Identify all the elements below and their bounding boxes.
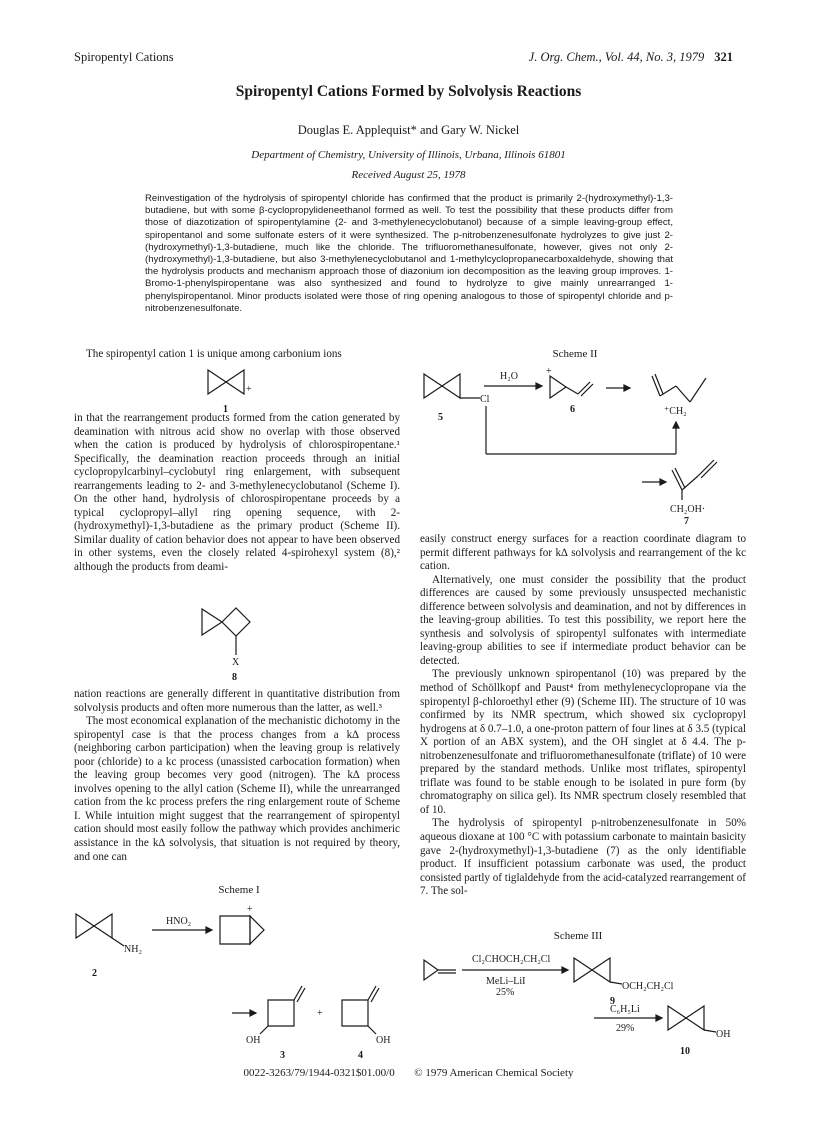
- cyclopropyl-6: [550, 376, 566, 398]
- arrowhead: [206, 927, 212, 933]
- ether-ring-left: [574, 958, 592, 982]
- cyclobutyl-cation-ring: [220, 916, 250, 944]
- paragraph: The spiropentyl cation 1 is unique among carbonium ions: [86, 348, 342, 360]
- cation-charge: +: [246, 384, 252, 395]
- received-date: Received August 25, 1978: [351, 169, 466, 181]
- journal-ref: J. Org. Chem., Vol. 44, No. 3, 1979: [528, 50, 705, 64]
- affiliation: Department of Chemistry, University of Illinois, Urbana, Illinois 61801: [251, 149, 566, 161]
- arrowhead: [536, 383, 542, 389]
- diene-a2: [655, 374, 663, 394]
- scheme-1: [74, 900, 404, 1060]
- bond-oh: [704, 1030, 716, 1032]
- footer-code: 0022-3263/79/1944-0321$01.00/0: [243, 1067, 395, 1079]
- cation-plus: +: [247, 904, 253, 915]
- article-title: Spiropentyl Cations Formed by Solvolysis Reactions: [235, 83, 582, 100]
- ch2-cation-label: ⁺CH₂: [664, 406, 687, 417]
- paragraph: The previously unknown spiropentanol (10) was prepared by the method of Schöllkopf and Paust⁴ from methylenecyclopropane via the spiropentyl β-chloroethyl ether (9) (Scheme III). The structure of 10 was confirmed by its NMR spectrum, which showed six cyclopropyl hydrogens at δ 0.7–1.0, a one-proton pattern of four lines at δ 3.5 (typical X portion of an ABX system), and the OH singlet at δ 4.4. The p-nitrobenzenesulfonate and trifluoromethanesulfonate (triflate) of 10 were prepared by the standard methods. Unlike most triflates, spiropentyl triflate was found to be stable enough to be isolated in pure form (by chromatography on silica gel). Its NMR spectrum closely resembled that of 10.: [420, 668, 746, 816]
- oh-label: OH: [716, 1029, 731, 1040]
- arrowhead: [656, 1015, 662, 1021]
- yield-29: 29%: [616, 1023, 635, 1034]
- arrowhead: [562, 967, 568, 973]
- paragraph: Alternatively, one must consider the possibility that the product differences are caused by some previously unsuspected mechanistic difference between solvolysis and deamination, and not by differences in the leaving-group abilities. To test this possibility, we report here the synthesis and solvolysis of spiropentyl sulfonates with intermediate leaving-group abilities to see if intermediate product behavior can be detected.: [420, 573, 746, 667]
- substituent-x: X: [232, 657, 240, 668]
- cation-plus: +: [546, 366, 552, 377]
- paragraph: easily construct energy surfaces for a reaction coordinate diagram to permit different pathways for k∆ solvolysis and rearrangement of the kc cation.: [420, 533, 746, 573]
- bond-och2: [610, 982, 622, 984]
- arrowhead: [660, 479, 666, 485]
- alcohol-ring-right: [686, 1006, 704, 1030]
- alcohol-ring-left: [668, 1006, 686, 1030]
- footer-copyright: © 1979 American Chemical Society: [414, 1067, 574, 1079]
- paragraph: The most economical explanation of the mechanistic dichotomy in the spiropentyl case is that the process changes from a k∆ process (neighboring carbon participation) when the leaving group is relatively poor (chloride) to a kc process (unassisted carbocation formation) when the leaving group becomes very good (nitrogen). The k∆ process involves opening to the allyl cation (Scheme II), while the unrearranged cation from the kc process prefers the ring enlargement route of Scheme I. While intuition might suggest that the rearrangement of spiropentyl cation should most easily follow the pathway which provides anchimeric assistance in the k∆ solvolysis, that situation is not required by theory, and one can: [74, 715, 400, 863]
- compound-number-5: 5: [438, 412, 443, 423]
- och2ch2cl-label: OCH₂CH₂Cl: [622, 981, 674, 992]
- bond-oh-4: [368, 1026, 376, 1034]
- methylenecyclopropane-ring: [424, 960, 438, 980]
- right-col-block: [420, 533, 746, 899]
- scheme-2: [420, 362, 750, 517]
- compound-number-3: 3: [280, 1050, 285, 1061]
- nh2-label: NH₂: [124, 944, 142, 955]
- chloride-ring-right: [442, 374, 460, 398]
- ether-ring-right: [592, 958, 610, 982]
- reagent-phli: C₆H₅Li: [610, 1004, 640, 1015]
- compound-number-8: 8: [232, 672, 237, 683]
- cyclopropane-ring: [202, 609, 222, 635]
- compound-number-6: 6: [570, 404, 575, 415]
- scheme-1-title: Scheme I: [218, 884, 260, 896]
- exo-methylene-4b: [371, 988, 379, 1002]
- compound-number-1: 1: [223, 404, 228, 415]
- spirohexyl-drawing: [202, 608, 250, 655]
- chloride-ring-left: [424, 374, 442, 398]
- compound-number-9: 9: [610, 996, 615, 1007]
- bond-oh-3: [260, 1026, 268, 1034]
- paragraph: nation reactions are generally different in quantitative distribution from solvolysis products and often more numerous than the latter, as well.³: [74, 688, 400, 714]
- arrowhead: [250, 1010, 256, 1016]
- arrowhead: [673, 422, 679, 428]
- compound-number-10: 10: [680, 1046, 690, 1057]
- arrowhead: [624, 385, 630, 391]
- journal-citation: [529, 50, 733, 65]
- cyclobutane-ring: [222, 608, 250, 636]
- compound-number-7: 7: [684, 516, 689, 527]
- diene-a: [652, 376, 660, 396]
- allyl-6a: [566, 387, 578, 394]
- compound-number-2: 2: [92, 968, 97, 979]
- running-head: Spiropentyl Cations: [74, 50, 174, 64]
- exo-methylene-4: [368, 986, 376, 1000]
- plus-sign: +: [317, 1008, 323, 1019]
- diene-c: [676, 386, 690, 402]
- reagent-chloroether: Cl₂CHOCH₂CH₂Cl: [472, 954, 551, 965]
- yield-25: 25%: [496, 987, 515, 998]
- ring-right: [226, 370, 244, 394]
- left-col-block-3: [74, 688, 400, 864]
- cyclobutane-3: [268, 1000, 294, 1026]
- compound-number-4: 4: [358, 1050, 363, 1061]
- left-col-block-1: [74, 348, 400, 362]
- reagent-hno2: HNO₂: [166, 916, 192, 927]
- structure-8: [200, 605, 300, 685]
- page-number: 321: [714, 50, 733, 64]
- diene-d: [690, 378, 706, 402]
- oh-label-3: OH: [246, 1035, 261, 1046]
- abstract: Reinvestigation of the hydrolysis of spiropentyl chloride has confirmed that the product is primarily 2-(hydroxymethyl)-1,3-butadiene, but with some β-cyclopropylideneethanol formed as well. To test the possibility that these products differ from those of diazotization of spiropentylamine (2- and 3-methylenecyclobutanol) because of a simple leaving-group effect, spiropentanol and some sulfonate esters of it were synthesized. The p-nitrobenzenesulfonate hydrolyzes to give just 2-(hydroxymethyl)-1,3-butadiene, much like the chloride. The trifluoromethanesulfonate, however, gives not only 2-(hydroxymethyl)-1,3-butadiene, but also 3-methylenecyclobutanol and 1-methylcyclopropanecarboxaldehyde, showing that the hydrolysis products and mechanism approach those of diazonium ion decomposition as the leaving group improves. 1-Bromo-1-phenylspiropentane was also synthesized and found to hydrolyze to give mainly unrearranged 1-phenylspiropentanol. Minor products isolated were those of ring opening analogous to those of spiropentyl chloride and p-nitrobenzenesulfonate.: [145, 193, 673, 314]
- bond-nh2: [112, 938, 124, 946]
- reagent-meli: MeLi–LiI: [486, 976, 526, 987]
- scheme-3: [420, 944, 750, 1059]
- scheme-2-title: Scheme II: [552, 348, 598, 360]
- cl-label: Cl: [480, 394, 490, 405]
- exo-methylene-3b: [297, 988, 305, 1002]
- authors: Douglas E. Applequist* and Gary W. Nickel: [297, 123, 520, 137]
- paragraph: in that the rearrangement products formed from the cation generated by deamination with nitrous acid show no overlap with those observed when the cation is produced by hydrolysis of chlorospiropentane.¹ Specifically, the deamination reaction proceeds through an initial cyclopropylcarbinyl–cyclobutyl ring enlargement, with subsequent rearrangements leading to 2- and 3-methylenecyclobutanol (Scheme I). On the other hand, hydrolysis of chlorospiropentane proceeds by a typical cyclopropyl–allyl ring opening sequence, with 2-(hydroxymethyl)-1,3-butadiene as the primary product (Scheme II). Similar duality of cation behavior does not appear to have been observed in other systems, even the closely related 4-spirohexyl system (8),² although the products from deami-: [74, 412, 400, 574]
- reagent-h2o: H₂O: [500, 371, 518, 382]
- paragraph: The hydrolysis of spiropentyl p-nitrobenzenesulfonate in 50% aqueous dioxane at 100 °C with potassium carbonate to maintain basicity gave 2-(hydroxymethyl)-1,3-butadiene (7) as the only identifiable product. If insufficient potassium carbonate was used, the product consisted partly of tiglaldehyde from the acid-catalyzed rearrangement of 7. The sol-: [420, 817, 746, 898]
- ch2oh-label: CH₂OH·: [670, 504, 706, 515]
- amine-ring-right: [94, 914, 112, 938]
- butadiene-b: [682, 476, 698, 490]
- spiropentyl-cation-drawing: [208, 370, 244, 394]
- ring-left: [208, 370, 226, 394]
- oh-label-4: OH: [376, 1035, 391, 1046]
- scheme-3-title: Scheme III: [553, 930, 603, 942]
- cyclobutane-4: [342, 1000, 368, 1026]
- cyclopropyl-fused-ring: [250, 916, 264, 944]
- exo-methylene-3: [294, 986, 302, 1000]
- left-col-block-2: [74, 412, 400, 575]
- amine-ring-left: [76, 914, 94, 938]
- footer: [0, 1067, 817, 1079]
